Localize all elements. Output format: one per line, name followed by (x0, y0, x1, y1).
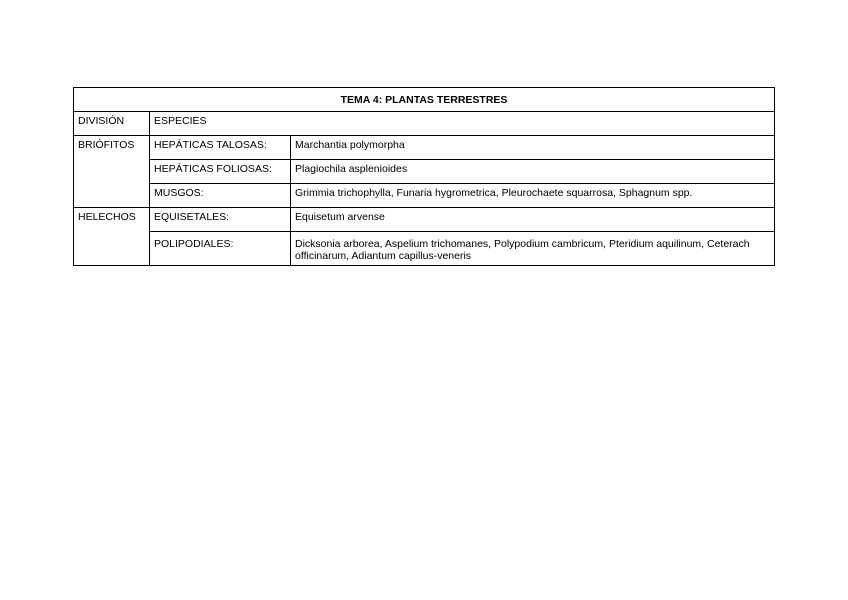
header-division: DIVISIÓN (74, 112, 150, 136)
plant-species-table (73, 87, 775, 266)
category-cell: HEPÁTICAS FOLIOSAS: (150, 160, 291, 184)
division-cell-helechos: HELECHOS (74, 208, 150, 266)
species-cell: Dicksonia arborea, Aspelium trichomanes, Polypodium cambricum, Pteridium aquilinum, Ceterach officinarum, Adiantum capillus-veneris (291, 232, 775, 266)
table-title: TEMA 4: PLANTAS TERRESTRES (74, 88, 775, 112)
table-header-row (74, 112, 775, 136)
category-cell: MUSGOS: (150, 184, 291, 208)
species-cell: Marchantia polymorpha (291, 136, 775, 160)
table-row (74, 136, 775, 160)
table-row (74, 208, 775, 232)
table-row (74, 160, 775, 184)
table-row (74, 184, 775, 208)
species-cell: Grimmia trichophylla, Funaria hygrometrica, Pleurochaete squarrosa, Sphagnum spp. (291, 184, 775, 208)
division-cell-briofitos: BRIÓFITOS (74, 136, 150, 208)
table-row (74, 232, 775, 266)
category-cell: EQUISETALES: (150, 208, 291, 232)
category-cell: POLIPODIALES: (150, 232, 291, 266)
species-cell: Plagiochila asplenioides (291, 160, 775, 184)
species-cell: Equisetum arvense (291, 208, 775, 232)
category-cell: HEPÁTICAS TALOSAS: (150, 136, 291, 160)
table-title-row (74, 88, 775, 112)
header-especies: ESPECIES (150, 112, 775, 136)
